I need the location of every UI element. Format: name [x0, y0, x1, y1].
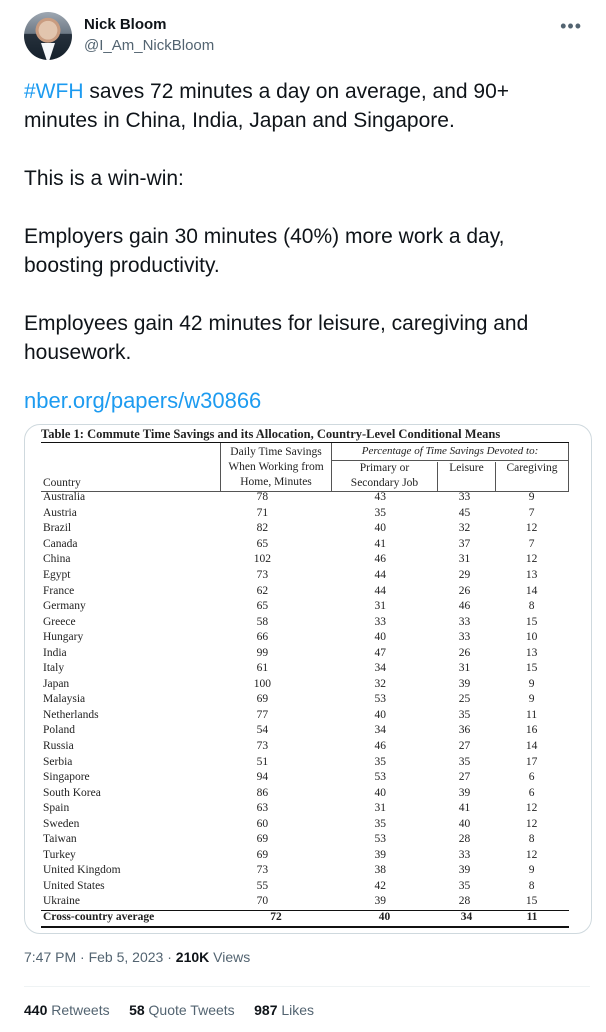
table-row	[43, 552, 569, 568]
value-cell: 40	[458, 817, 471, 830]
table-row	[43, 490, 569, 506]
col-header-primary	[332, 461, 437, 491]
value-cell: 32	[458, 522, 471, 535]
table-image	[35, 427, 581, 931]
table-row	[43, 506, 569, 522]
tweet-paragraph-1	[24, 77, 588, 135]
col-header-country: Country	[43, 477, 81, 489]
quote-tweets-count: 58	[129, 1002, 145, 1018]
more-options-icon[interactable]: •••	[560, 16, 582, 36]
author-handle[interactable]: @I_Am_NickBloom	[84, 37, 215, 54]
value-cell: 35	[458, 879, 471, 892]
value-cell: 34	[374, 724, 387, 737]
likes-stat[interactable]	[254, 1002, 314, 1018]
value-cell: 62	[256, 584, 269, 597]
value-cell: 33	[458, 491, 471, 504]
value-cell: 31	[458, 662, 471, 675]
value-cell: 17	[525, 755, 538, 768]
author-name[interactable]: Nick Bloom	[84, 16, 167, 33]
value-cell: 15	[525, 895, 538, 908]
value-cell: 47	[374, 646, 387, 659]
country-cell: France	[43, 584, 75, 597]
table-row	[43, 661, 569, 677]
country-cell: Netherlands	[43, 708, 99, 721]
value-cell: 54	[256, 724, 269, 737]
value-cell: 102	[253, 553, 271, 566]
col-header-devoted: Percentage of Time Savings Devoted to:	[361, 445, 539, 457]
value-cell: 6	[528, 786, 535, 799]
value-cell: 51	[256, 755, 269, 768]
value-cell: 39	[458, 677, 471, 690]
country-cell: Hungary	[43, 631, 84, 644]
value-cell: 40	[374, 708, 387, 721]
value-cell: 25	[458, 693, 471, 706]
col-header-daily	[221, 445, 331, 490]
avatar[interactable]	[24, 12, 72, 60]
value-cell: 12	[525, 802, 538, 815]
country-cell: Sweden	[43, 817, 80, 830]
table-row	[43, 754, 569, 770]
value-cell: 40	[374, 631, 387, 644]
average-primary: 40	[378, 911, 391, 923]
table-row	[43, 630, 569, 646]
table-row	[43, 692, 569, 708]
avatar-shirt	[41, 43, 55, 60]
country-cell: Ukraine	[43, 895, 81, 908]
table-row	[43, 708, 569, 724]
country-cell: Singapore	[43, 771, 90, 784]
country-cell: Canada	[43, 537, 78, 550]
hashtag-link[interactable]: #WFH	[24, 80, 84, 103]
value-cell: 86	[256, 786, 269, 799]
value-cell: 12	[525, 522, 538, 535]
tweet-stats	[24, 1002, 314, 1018]
value-cell: 9	[528, 677, 535, 690]
value-cell: 35	[374, 755, 387, 768]
country-cell: United Kingdom	[43, 864, 121, 877]
retweets-label: Retweets	[51, 1002, 110, 1018]
value-cell: 12	[525, 553, 538, 566]
tweet-date[interactable]: Feb 5, 2023	[88, 949, 164, 965]
value-cell: 39	[458, 786, 471, 799]
col-header-caregiving: Caregiving	[506, 462, 558, 474]
country-cell: Turkey	[43, 848, 76, 861]
value-cell: 82	[256, 522, 269, 535]
value-cell: 13	[525, 569, 538, 581]
country-cell: Brazil	[43, 522, 72, 535]
country-cell: Italy	[43, 662, 65, 675]
country-cell: Austria	[43, 506, 77, 519]
value-cell: 27	[458, 740, 471, 753]
col-header-primary-line: Secondary Job	[350, 477, 419, 489]
country-cell: Egypt	[43, 569, 71, 581]
col-header-daily-line: Daily Time Savings	[230, 446, 322, 458]
value-cell: 73	[256, 864, 269, 877]
value-cell: 43	[374, 491, 387, 504]
average-caregiving: 11	[526, 911, 538, 923]
meta-separator: ·	[80, 949, 89, 965]
value-cell: 61	[256, 662, 269, 675]
value-cell: 66	[256, 631, 269, 644]
value-cell: 38	[374, 864, 387, 877]
value-cell: 73	[256, 569, 269, 581]
value-cell: 15	[525, 662, 538, 675]
table-row	[43, 614, 569, 630]
country-cell: South Korea	[43, 786, 101, 799]
value-cell: 33	[458, 615, 471, 628]
col-header-daily-line: Home, Minutes	[240, 476, 312, 488]
table-row	[43, 723, 569, 739]
value-cell: 46	[374, 740, 387, 753]
value-cell: 39	[458, 864, 471, 877]
meta-separator: ·	[167, 949, 176, 965]
value-cell: 6	[528, 771, 535, 784]
likes-count: 987	[254, 1002, 278, 1018]
value-cell: 46	[458, 600, 471, 613]
value-cell: 15	[525, 615, 538, 628]
value-cell: 36	[458, 724, 471, 737]
tweet-paragraph-2: This is a win-win:	[24, 167, 184, 190]
value-cell: 16	[525, 724, 538, 737]
value-cell: 31	[458, 553, 471, 566]
value-cell: 44	[374, 569, 387, 581]
value-cell: 10	[525, 631, 538, 644]
table-row	[43, 568, 569, 584]
country-cell: India	[43, 646, 67, 659]
value-cell: 14	[525, 584, 538, 597]
value-cell: 8	[528, 833, 535, 846]
country-cell: Serbia	[43, 755, 73, 768]
value-cell: 71	[256, 506, 269, 519]
table-row	[43, 645, 569, 661]
media-image[interactable]	[24, 424, 592, 934]
value-cell: 77	[256, 708, 269, 721]
views-label: Views	[213, 949, 251, 965]
value-cell: 94	[256, 771, 269, 784]
tweet-paragraph-3: Employers gain 30 minutes (40%) more work a day, boosting productivity.	[24, 225, 505, 277]
value-cell: 41	[458, 802, 471, 815]
value-cell: 14	[525, 740, 538, 753]
likes-label: Likes	[281, 1002, 315, 1018]
country-cell: Malaysia	[43, 693, 86, 706]
value-cell: 65	[256, 600, 269, 613]
table-top-rule	[41, 442, 569, 443]
country-cell: United States	[43, 879, 105, 892]
value-cell: 55	[256, 879, 269, 892]
value-cell: 70	[256, 895, 269, 908]
table-row	[43, 599, 569, 615]
tweet-paragraph-1-text: saves 72 minutes a day on average, and 90+ minutes in China, India, Japan and Singapore.	[24, 80, 510, 132]
table-row	[43, 785, 569, 801]
value-cell: 41	[374, 537, 387, 550]
country-cell: Poland	[43, 724, 75, 737]
value-cell: 40	[374, 786, 387, 799]
value-cell: 8	[528, 600, 535, 613]
value-cell: 11	[526, 708, 538, 721]
value-cell: 28	[458, 833, 471, 846]
country-cell: Greece	[43, 615, 76, 628]
average-daily: 72	[270, 911, 282, 923]
country-cell: Japan	[43, 677, 70, 690]
value-cell: 33	[374, 615, 387, 628]
value-cell: 27	[458, 771, 471, 784]
retweets-count: 440	[24, 1002, 48, 1018]
value-cell: 29	[458, 569, 471, 581]
average-row	[43, 911, 569, 926]
col-header-daily-line: When Working from	[228, 461, 324, 473]
value-cell: 69	[256, 833, 269, 846]
country-cell: Spain	[43, 802, 70, 815]
average-label: Cross-country average	[43, 911, 155, 923]
value-cell: 12	[525, 817, 538, 830]
data-table	[43, 490, 569, 910]
table-row	[43, 894, 569, 910]
quote-tweets-label: Quote Tweets	[148, 1002, 235, 1018]
table-row	[43, 537, 569, 553]
value-cell: 33	[458, 848, 471, 861]
tweet-time[interactable]: 7:47 PM	[24, 949, 77, 965]
value-cell: 40	[374, 522, 387, 535]
tweet-paragraph-4: Employees gain 42 minutes for leisure, caregiving and housework.	[24, 312, 529, 364]
value-cell: 35	[458, 708, 471, 721]
divider	[24, 986, 590, 987]
retweets-stat[interactable]	[24, 1002, 110, 1018]
value-cell: 8	[528, 879, 535, 892]
tweet-header	[24, 12, 584, 58]
paper-link[interactable]: nber.org/papers/w30866	[24, 388, 262, 413]
value-cell: 60	[256, 817, 269, 830]
views-count: 210K	[175, 949, 210, 965]
quote-tweets-stat[interactable]	[129, 1002, 235, 1018]
value-cell: 63	[256, 802, 269, 815]
col-header-primary-line: Primary or	[359, 462, 410, 474]
country-cell: Russia	[43, 740, 74, 753]
value-cell: 26	[458, 584, 471, 597]
value-cell: 7	[528, 537, 535, 550]
value-cell: 39	[374, 895, 387, 908]
value-cell: 44	[374, 584, 387, 597]
value-cell: 53	[374, 693, 387, 706]
value-cell: 28	[458, 895, 471, 908]
value-cell: 37	[458, 537, 471, 550]
country-cell: Germany	[43, 600, 86, 613]
table-row	[43, 801, 569, 817]
value-cell: 32	[374, 677, 387, 690]
table-row	[43, 739, 569, 755]
value-cell: 58	[256, 615, 269, 628]
table-bottom-rule	[41, 926, 569, 928]
value-cell: 53	[374, 771, 387, 784]
value-cell: 73	[256, 740, 269, 753]
value-cell: 69	[256, 693, 269, 706]
header-rule	[568, 443, 569, 491]
table-row	[43, 583, 569, 599]
value-cell: 9	[528, 693, 535, 706]
tweet-text	[24, 77, 588, 396]
value-cell: 34	[374, 662, 387, 675]
value-cell: 35	[374, 817, 387, 830]
value-cell: 7	[528, 506, 535, 519]
table-row	[43, 816, 569, 832]
value-cell: 100	[253, 677, 271, 690]
value-cell: 46	[374, 553, 387, 566]
table-row	[43, 677, 569, 693]
country-cell: Taiwan	[43, 833, 77, 846]
value-cell: 35	[374, 506, 387, 519]
value-cell: 9	[528, 491, 535, 504]
value-cell: 33	[458, 631, 471, 644]
value-cell: 31	[374, 600, 387, 613]
value-cell: 53	[374, 833, 387, 846]
country-cell: China	[43, 553, 71, 566]
table-row	[43, 848, 569, 864]
value-cell: 35	[458, 755, 471, 768]
value-cell: 13	[525, 646, 538, 659]
value-cell: 99	[256, 646, 269, 659]
table-row	[43, 770, 569, 786]
country-cell: Australia	[43, 491, 86, 504]
value-cell: 9	[528, 864, 535, 877]
tweet-meta	[24, 949, 250, 965]
value-cell: 42	[374, 879, 387, 892]
value-cell: 45	[458, 506, 471, 519]
value-cell: 26	[458, 646, 471, 659]
table-row	[43, 863, 569, 879]
table-row	[43, 521, 569, 537]
table-row	[43, 832, 569, 848]
average-leisure: 34	[460, 911, 473, 923]
col-header-leisure: Leisure	[449, 462, 484, 474]
value-cell: 65	[256, 537, 269, 550]
value-cell: 69	[256, 848, 269, 861]
value-cell: 12	[525, 848, 538, 861]
value-cell: 39	[374, 848, 387, 861]
table-title: Table 1: Commute Time Savings and its Allocation, Country-Level Conditional Means	[41, 427, 501, 441]
value-cell: 78	[256, 491, 269, 504]
value-cell: 31	[374, 802, 387, 815]
table-row	[43, 879, 569, 895]
